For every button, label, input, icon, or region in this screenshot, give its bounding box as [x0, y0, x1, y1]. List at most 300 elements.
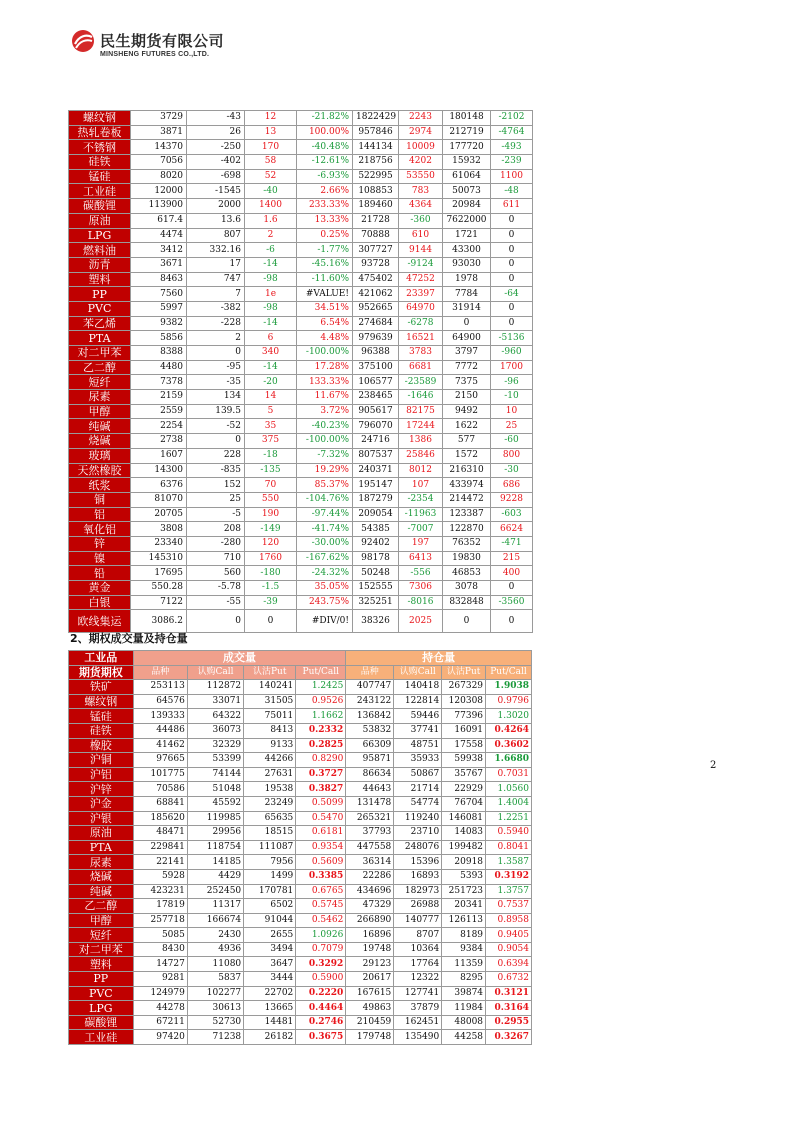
table-cell: 10009 [399, 140, 443, 155]
header-open-interest: 持仓量 [346, 651, 532, 666]
table-row [69, 1001, 532, 1016]
table-cell: -30.00% [297, 536, 353, 551]
table-cell: -6278 [399, 316, 443, 331]
table-cell: 11.67% [297, 390, 353, 405]
table-cell: -23589 [399, 375, 443, 390]
table-cell: 46853 [443, 566, 491, 581]
table-cell: 64576 [133, 694, 187, 709]
commodity-name: 纸浆 [69, 478, 131, 493]
table-cell: 208 [187, 522, 245, 537]
table-cell: 1.2251 [486, 811, 532, 826]
table-cell: 38326 [353, 610, 399, 633]
table-cell: -7007 [399, 522, 443, 537]
table-row [69, 272, 533, 287]
table-cell: 0 [491, 272, 533, 287]
table-cell: 52 [245, 169, 297, 184]
table-cell: 14481 [244, 1015, 296, 1030]
table-cell: 267329 [442, 680, 486, 695]
company-name-en: MINSHENG FUTURES CO.,LTD. [100, 51, 210, 58]
table-cell: 0 [443, 316, 491, 331]
table-cell: 96388 [353, 346, 399, 361]
commodity-name: 对二甲苯 [69, 346, 131, 361]
table-cell: -698 [187, 169, 245, 184]
table-cell: 7772 [443, 360, 491, 375]
table-cell: 14185 [187, 855, 243, 870]
table-cell: 32329 [187, 738, 243, 753]
table-subheader-row [69, 665, 532, 680]
table-row [69, 257, 533, 272]
table-row [69, 840, 532, 855]
table-cell: -95 [187, 360, 245, 375]
table-cell: 0.2332 [296, 723, 346, 738]
table-cell: 375100 [353, 360, 399, 375]
table-cell: 800 [491, 448, 533, 463]
table-cell: 12 [245, 111, 297, 126]
table-cell: 162451 [394, 1015, 442, 1030]
table-cell: 35 [245, 419, 297, 434]
option-name: PVC [69, 986, 134, 1001]
table-cell: 15396 [394, 855, 442, 870]
table-cell: 24716 [353, 434, 399, 449]
logo-mark-icon [70, 28, 96, 54]
table-cell: 229841 [133, 840, 187, 855]
table-cell: 17695 [131, 566, 187, 581]
table-cell: 93728 [353, 257, 399, 272]
commodity-name: LPG [69, 228, 131, 243]
table-cell: 0.7031 [486, 767, 532, 782]
option-name: 对二甲苯 [69, 942, 134, 957]
table-cell: 98178 [353, 551, 399, 566]
table-cell: 3871 [131, 125, 187, 140]
table-cell: 31505 [244, 694, 296, 709]
table-row [69, 928, 532, 943]
table-cell: 7122 [131, 595, 187, 610]
table-cell: 101775 [133, 767, 187, 782]
table-cell: 166674 [187, 913, 243, 928]
table-cell: 209054 [353, 507, 399, 522]
commodity-name: 硅铁 [69, 155, 131, 170]
table-cell: 747 [187, 272, 245, 287]
table-cell: 6413 [399, 551, 443, 566]
table-cell: -98 [245, 272, 297, 287]
table-cell: 26182 [244, 1030, 296, 1045]
table-cell: 214472 [443, 492, 491, 507]
option-name: 烧碱 [69, 869, 134, 884]
table-cell: 41462 [133, 738, 187, 753]
table-cell: 85.37% [297, 478, 353, 493]
table-cell: -14 [245, 360, 297, 375]
table-cell: -20 [245, 375, 297, 390]
table-cell: 1400 [245, 199, 297, 214]
table-cell: -24.32% [297, 566, 353, 581]
table-cell: 0 [491, 213, 533, 228]
header-cell: 工业品 [69, 651, 134, 666]
table-cell: 0.5940 [486, 826, 532, 841]
table-cell: 70888 [353, 228, 399, 243]
commodity-name: 铅 [69, 566, 131, 581]
table-cell: 50073 [443, 184, 491, 199]
table-cell: 17.28% [297, 360, 353, 375]
table-cell: 0 [491, 228, 533, 243]
table-cell: 0.3164 [486, 1001, 532, 1016]
table-cell: 22141 [133, 855, 187, 870]
company-logo [70, 28, 240, 62]
table-cell: 375 [245, 434, 297, 449]
subheader-cell: 品种 [133, 665, 187, 680]
table-cell: 107 [399, 478, 443, 493]
table-cell: -382 [187, 301, 245, 316]
commodity-name: 锌 [69, 536, 131, 551]
table-cell: 3086.2 [131, 610, 187, 633]
table-cell: -2102 [491, 111, 533, 126]
table-cell: 434696 [346, 884, 394, 899]
table-cell: 11984 [442, 1001, 486, 1016]
table-cell: 5856 [131, 331, 187, 346]
table-cell: 123387 [443, 507, 491, 522]
table-cell: 1700 [491, 360, 533, 375]
table-cell: 0.9526 [296, 694, 346, 709]
table-row [69, 738, 532, 753]
option-name: 螺纹钢 [69, 694, 134, 709]
table-cell: 119985 [187, 811, 243, 826]
table-cell: 8012 [399, 463, 443, 478]
table-cell: 53399 [187, 753, 243, 768]
table-cell: 4364 [399, 199, 443, 214]
table-cell: 64900 [443, 331, 491, 346]
table-cell: 475402 [353, 272, 399, 287]
table-cell: 238465 [353, 390, 399, 405]
table-cell: 0.4264 [486, 723, 532, 738]
commodity-name: 螺纹钢 [69, 111, 131, 126]
table-cell: 21728 [353, 213, 399, 228]
table-cell: -52 [187, 419, 245, 434]
table-cell: -55 [187, 595, 245, 610]
table-cell: 0.5900 [296, 972, 346, 987]
table-cell: 97665 [133, 753, 187, 768]
table-cell: 0.9405 [486, 928, 532, 943]
table-cell: 3797 [443, 346, 491, 361]
table-cell: 0.9796 [486, 694, 532, 709]
commodity-name: 碳酸锂 [69, 199, 131, 214]
table-cell: 0.3727 [296, 767, 346, 782]
table-row [69, 694, 532, 709]
table-row [69, 419, 533, 434]
table-row [69, 1030, 532, 1045]
table-cell: 2738 [131, 434, 187, 449]
table-row [69, 782, 532, 797]
table-cell: 37879 [394, 1001, 442, 1016]
table-cell: 74144 [187, 767, 243, 782]
table-row [69, 331, 533, 346]
table-cell: 212719 [443, 125, 491, 140]
table-cell: 1.6680 [486, 753, 532, 768]
table-cell: 7375 [443, 375, 491, 390]
table-cell: 35933 [394, 753, 442, 768]
table-row [69, 1015, 532, 1030]
table-cell: 7622000 [443, 213, 491, 228]
table-cell: 20918 [442, 855, 486, 870]
table-cell: 17244 [399, 419, 443, 434]
table-cell: 3412 [131, 243, 187, 258]
commodity-name: 铝 [69, 507, 131, 522]
table-cell: 0.7537 [486, 899, 532, 914]
table-cell: 11359 [442, 957, 486, 972]
table-cell: 0.8041 [486, 840, 532, 855]
table-cell: 952665 [353, 301, 399, 316]
table-cell: 179748 [346, 1030, 394, 1045]
table-cell: 36073 [187, 723, 243, 738]
table-cell: 19748 [346, 942, 394, 957]
company-name-cn: 民生期货有限公司 [100, 32, 225, 50]
table-cell: 957846 [353, 125, 399, 140]
table-cell: 1572 [443, 448, 491, 463]
table-cell: 120 [245, 536, 297, 551]
table-cell: -39 [245, 595, 297, 610]
commodity-name: PP [69, 287, 131, 302]
table-cell: 13665 [244, 1001, 296, 1016]
table-cell: 1386 [399, 434, 443, 449]
table-cell: 11080 [187, 957, 243, 972]
table-cell: -556 [399, 566, 443, 581]
option-name: 沪金 [69, 796, 134, 811]
table-cell: 22929 [442, 782, 486, 797]
table-cell: 53550 [399, 169, 443, 184]
table-cell: 550 [245, 492, 297, 507]
table-cell: 37741 [394, 723, 442, 738]
table-row [69, 301, 533, 316]
option-name: 塑料 [69, 957, 134, 972]
table-cell: 228 [187, 448, 245, 463]
subheader-cell: 品种 [346, 665, 394, 680]
table-cell: 190 [245, 507, 297, 522]
table-cell: 14370 [131, 140, 187, 155]
table-cell: 135490 [394, 1030, 442, 1045]
table-cell: 25 [187, 492, 245, 507]
table-cell: 133.33% [297, 375, 353, 390]
table-row [69, 316, 533, 331]
table-cell: 0.9054 [486, 942, 532, 957]
table-cell: 407747 [346, 680, 394, 695]
table-cell: 8430 [133, 942, 187, 957]
futures-quote-table [68, 110, 533, 633]
table-cell: 5085 [133, 928, 187, 943]
table-cell: 0 [491, 610, 533, 633]
table-cell: 2150 [443, 390, 491, 405]
table-cell: 26988 [394, 899, 442, 914]
table-cell: 5997 [131, 301, 187, 316]
commodity-name: 热轧卷板 [69, 125, 131, 140]
table-cell: 1822429 [353, 111, 399, 126]
commodity-name: 玻璃 [69, 448, 131, 463]
table-cell: 9384 [442, 942, 486, 957]
table-cell: -97.44% [297, 507, 353, 522]
table-cell: #DIV/0! [297, 610, 353, 633]
table-cell: 5928 [133, 869, 187, 884]
table-cell: 1622 [443, 419, 491, 434]
option-name: 硅铁 [69, 723, 134, 738]
table-cell: 126113 [442, 913, 486, 928]
table-cell: 14 [245, 390, 297, 405]
table-cell: 199482 [442, 840, 486, 855]
table-cell: 97420 [133, 1030, 187, 1045]
table-cell: 0.5099 [296, 796, 346, 811]
table-cell: -11963 [399, 507, 443, 522]
table-cell: 22286 [346, 869, 394, 884]
table-cell: 47252 [399, 272, 443, 287]
table-cell: 0.3292 [296, 957, 346, 972]
table-cell: 0.9354 [296, 840, 346, 855]
table-cell: 7956 [244, 855, 296, 870]
table-cell: -100.00% [297, 434, 353, 449]
commodity-name: 塑料 [69, 272, 131, 287]
table-cell: 0.8290 [296, 753, 346, 768]
table-cell: 0.6732 [486, 972, 532, 987]
table-cell: 44266 [244, 753, 296, 768]
table-cell: -45.16% [297, 257, 353, 272]
table-cell: 0.5470 [296, 811, 346, 826]
table-cell: 16091 [442, 723, 486, 738]
table-cell: 31914 [443, 301, 491, 316]
table-cell: 67211 [133, 1015, 187, 1030]
table-cell: 48008 [442, 1015, 486, 1030]
table-cell: 33071 [187, 694, 243, 709]
table-cell: -4764 [491, 125, 533, 140]
table-cell: 0.2825 [296, 738, 346, 753]
table-row [69, 566, 533, 581]
table-cell: 23397 [399, 287, 443, 302]
table-cell: 257718 [133, 913, 187, 928]
table-cell: 253113 [133, 680, 187, 695]
table-cell: 65635 [244, 811, 296, 826]
table-cell: 4202 [399, 155, 443, 170]
commodity-name: 黄金 [69, 581, 131, 596]
table-cell: -12.61% [297, 155, 353, 170]
table-cell: -40.48% [297, 140, 353, 155]
table-cell: 19538 [244, 782, 296, 797]
page-number: 2 [710, 760, 717, 771]
table-cell: 13 [245, 125, 297, 140]
table-cell: 106577 [353, 375, 399, 390]
table-cell: -471 [491, 536, 533, 551]
table-cell: 2254 [131, 419, 187, 434]
option-name: 沪铝 [69, 767, 134, 782]
table-cell: 1607 [131, 448, 187, 463]
table-cell: 23249 [244, 796, 296, 811]
table-cell: 48751 [394, 738, 442, 753]
option-name: 橡胶 [69, 738, 134, 753]
table-row [69, 826, 532, 841]
table-cell: 1e [245, 287, 297, 302]
table-cell: 14300 [131, 463, 187, 478]
subheader-cell: Put/Call [296, 665, 346, 680]
table-row [69, 448, 533, 463]
table-cell: 577 [443, 434, 491, 449]
table-cell: 35.05% [297, 581, 353, 596]
table-row [69, 155, 533, 170]
table-cell: 0 [443, 610, 491, 633]
table-cell: 1.1662 [296, 709, 346, 724]
table-cell: 421062 [353, 287, 399, 302]
table-row [69, 213, 533, 228]
table-cell: 13.33% [297, 213, 353, 228]
commodity-name: 锰硅 [69, 169, 131, 184]
table-cell: -100.00% [297, 346, 353, 361]
table-cell: -40.23% [297, 419, 353, 434]
table-cell: 16893 [394, 869, 442, 884]
table-cell: 119240 [394, 811, 442, 826]
table-row [69, 796, 532, 811]
option-name: 乙二醇 [69, 899, 134, 914]
table-cell: 113900 [131, 199, 187, 214]
table-cell: 44278 [133, 1001, 187, 1016]
option-name: PP [69, 972, 134, 987]
table-cell: 44258 [442, 1030, 486, 1045]
commodity-name: 燃料油 [69, 243, 131, 258]
table-cell: 15932 [443, 155, 491, 170]
table-cell: 30613 [187, 1001, 243, 1016]
table-cell: 49863 [346, 1001, 394, 1016]
commodity-name: 纯碱 [69, 419, 131, 434]
commodity-name: 苯乙烯 [69, 316, 131, 331]
table-cell: 91044 [244, 913, 296, 928]
table-cell: 2000 [187, 199, 245, 214]
table-cell: 86634 [346, 767, 394, 782]
table-row [69, 522, 533, 537]
table-cell: 23340 [131, 536, 187, 551]
table-cell: 2559 [131, 404, 187, 419]
table-cell: 182973 [394, 884, 442, 899]
table-cell: 134 [187, 390, 245, 405]
table-cell: 243.75% [297, 595, 353, 610]
table-cell: 21714 [394, 782, 442, 797]
table-cell: 20617 [346, 972, 394, 987]
table-cell: 25 [491, 419, 533, 434]
table-cell: 127741 [394, 986, 442, 1001]
table-cell: 0 [491, 301, 533, 316]
table-cell: 8189 [442, 928, 486, 943]
table-row [69, 463, 533, 478]
table-cell: 144134 [353, 140, 399, 155]
table-cell: -5 [187, 507, 245, 522]
table-cell: 122814 [394, 694, 442, 709]
table-cell: 16521 [399, 331, 443, 346]
table-cell: -402 [187, 155, 245, 170]
table-row [69, 228, 533, 243]
table-cell: 51048 [187, 782, 243, 797]
table-row [69, 184, 533, 199]
option-name: 锰硅 [69, 709, 134, 724]
option-name: 沪锌 [69, 782, 134, 797]
table-cell: 44643 [346, 782, 394, 797]
table-cell: 0.2955 [486, 1015, 532, 1030]
option-name: 沪银 [69, 811, 134, 826]
table-cell: 0.5609 [296, 855, 346, 870]
table-cell: 265321 [346, 811, 394, 826]
subheader-cell: 认购Call [187, 665, 243, 680]
commodity-name: 白银 [69, 595, 131, 610]
table-cell: -603 [491, 507, 533, 522]
table-cell: 52730 [187, 1015, 243, 1030]
table-header-row [69, 651, 532, 666]
table-cell: 77396 [442, 709, 486, 724]
table-cell: 48471 [133, 826, 187, 841]
table-cell: 3729 [131, 111, 187, 126]
table-cell: 0.3827 [296, 782, 346, 797]
table-cell: 240371 [353, 463, 399, 478]
table-cell: 0.2746 [296, 1015, 346, 1030]
table-cell: 50248 [353, 566, 399, 581]
table-row [69, 434, 533, 449]
